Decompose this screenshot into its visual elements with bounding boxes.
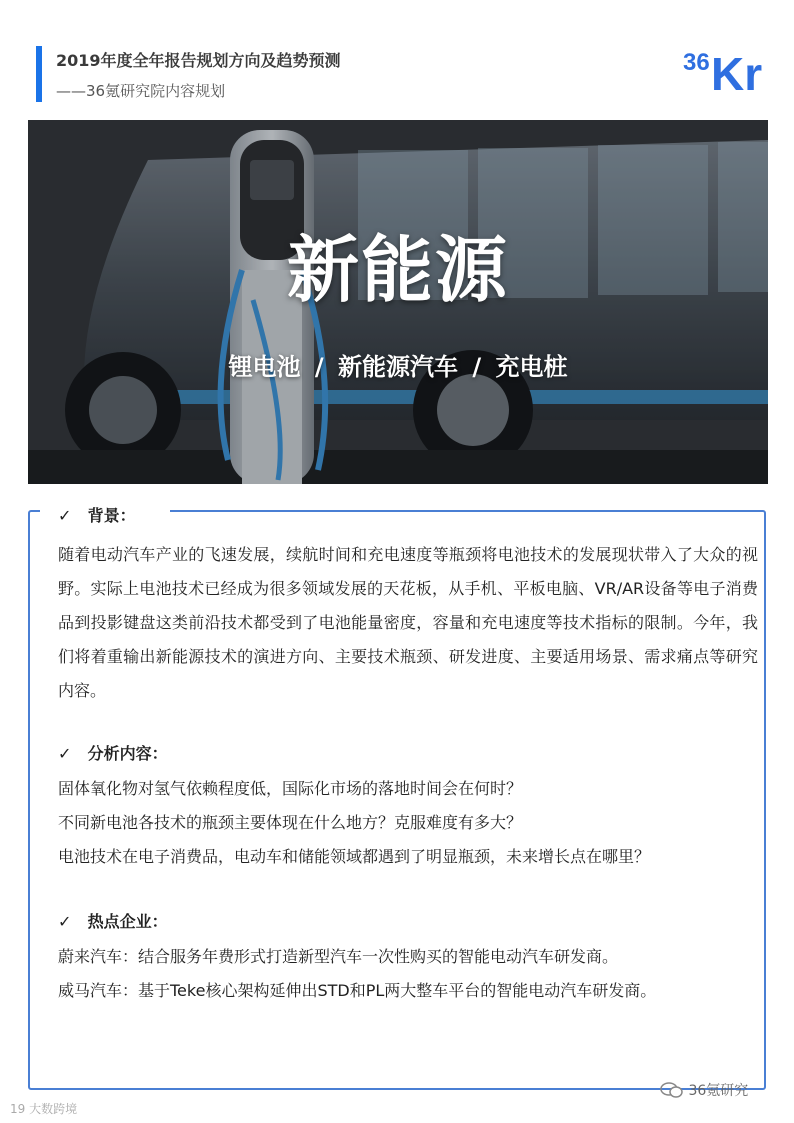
section-heading-label: 分析内容：	[87, 744, 168, 763]
list-item: 威马汽车：基于Teke核心架构延伸出STD和PL两大整车平台的智能电动汽车研发商。	[58, 981, 657, 1000]
svg-text:Kr: Kr	[711, 48, 763, 94]
page-footer-mark: 19 大数跨境	[10, 1102, 78, 1116]
section-heading-label: 背景：	[87, 506, 136, 525]
list-item: 固体氧化物对氢气依赖程度低，国际化市场的落地时间会在何时？	[58, 779, 523, 798]
check-icon: ✓	[58, 912, 72, 931]
section-companies	[58, 910, 758, 1008]
hero-title: 新能源	[286, 228, 509, 312]
background-paragraph: 随着电动汽车产业的飞速发展，续航时间和充电速度等瓶颈将电池技术的发展现状带入了大众的视野。实际上电池技术已经成为很多领域发展的天花板，从手机、平板电脑、VR/AR设备等电子消费品到投影键盘这类前沿技术都受到了电池能量密度，容量和充电速度等技术指标的限制。今年，我们将着重输出新能源技术的演进方向、主要技术瓶颈、研发进度、主要适用场景、需求痛点等研究内容。	[58, 545, 758, 700]
report-title: 2019年度全年报告规划方向及趋势预测	[56, 51, 341, 70]
check-icon: ✓	[58, 744, 72, 763]
section-analysis	[58, 742, 758, 874]
wechat-label: 36氪研究	[688, 1083, 749, 1099]
header-accent-bar	[36, 46, 42, 102]
section-heading-label: 热点企业：	[87, 912, 168, 931]
section-heading	[58, 910, 758, 934]
hero-subtitle: 锂电池 / 新能源汽车 / 充电桩	[228, 353, 568, 381]
section-heading	[58, 742, 758, 766]
list-item: 不同新电池各技术的瓶颈主要体现在什么地方？克服难度有多大？	[58, 813, 523, 832]
section-background	[58, 504, 758, 708]
list-item: 电池技术在电子消费品，电动车和储能领域都遇到了明显瓶颈，未来增长点在哪里？	[58, 847, 651, 866]
check-icon: ✓	[58, 506, 72, 525]
wechat-account	[660, 1080, 748, 1100]
list-item: 蔚来汽车：结合服务年费形式打造新型汽车一次性购买的智能电动汽车研发商。	[58, 947, 619, 966]
wechat-icon	[660, 1082, 684, 1098]
section-heading	[58, 504, 758, 528]
36kr-logo	[683, 44, 765, 94]
svg-text:36: 36	[683, 49, 710, 76]
report-subtitle: ——36氪研究院内容规划	[56, 82, 226, 100]
hero-banner	[28, 120, 768, 484]
